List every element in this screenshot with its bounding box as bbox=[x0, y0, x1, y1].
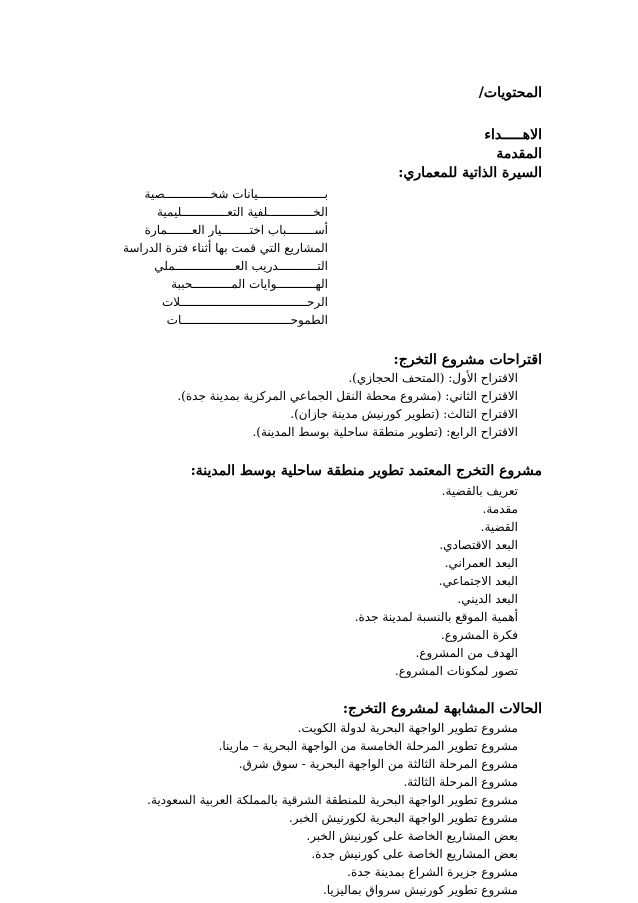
proposal-item: الاقتراح الثاني: (مشروع محطة النقل الجماعي المركزية بمدينة جدة). bbox=[177, 389, 518, 403]
project-item: البعد الاقتصادي. bbox=[439, 538, 518, 552]
cv-item: الخـــــــــــــلفية التعـــــــــــــليمية bbox=[156, 205, 328, 219]
cv-item: الرحــــــــــــــــــــــــــــــــــــلات bbox=[161, 295, 328, 309]
project-item: القضية. bbox=[480, 520, 518, 534]
project-item: الهدف من المشروع. bbox=[415, 646, 518, 660]
cv-item: أســــــــباب اختــــــــيار العـــــــمارة bbox=[144, 223, 328, 237]
project-item: أهمية الموقع بالنسبة لمدينة جدة. bbox=[354, 610, 518, 624]
case-item: مشروع تطوير المرحلة الخامسة من الواجهة البحرية – مارينا. bbox=[218, 739, 518, 753]
case-item: مشروع تطوير الواجهة البحرية لدولة الكويت. bbox=[297, 721, 518, 735]
intro-heading: المقدمة bbox=[496, 146, 542, 162]
proposal-item: الاقتراح الثالث: (تطوير كورنيش مدينة جازان). bbox=[290, 407, 518, 421]
project-item: البعد الديني. bbox=[457, 592, 518, 606]
case-item: مشروع تطوير الواجهة البحرية للمنطقة الشرقية بالمملكة العربية السعودية. bbox=[147, 793, 518, 807]
proposal-item: الاقتراح الأول: (المتحف الحجازي). bbox=[348, 371, 518, 385]
case-item: مشروع المرحلة الثالثة. bbox=[403, 775, 518, 789]
case-item: مشروع تطوير كورنيش سرواق بماليزيا. bbox=[322, 883, 518, 897]
project-item: تصور لمكونات المشروع. bbox=[394, 664, 518, 678]
project-item: البعد الاجتماعي. bbox=[438, 574, 518, 588]
project-item: تعريف بالقضية. bbox=[441, 484, 518, 498]
cv-heading: السيرة الذاتية للمعماري: bbox=[398, 165, 542, 181]
case-item: مشروع تطوير الواجهة البحرية لكورنيش الخبر. bbox=[288, 811, 518, 825]
cases-heading: الحالات المشابهة لمشروع التخرج: bbox=[342, 701, 542, 717]
project-item: مقدمة. bbox=[482, 502, 518, 516]
goals-heading: الاهـــــداء bbox=[484, 127, 542, 143]
project-item: البعد العمراني. bbox=[444, 556, 518, 570]
proposal-item: الاقتراح الرابع: (تطوير منطقة ساحلية بوسط المدينة). bbox=[252, 425, 518, 439]
cv-item: بـــــــــــــــــــيانات شخـــــــــــــصية bbox=[144, 187, 328, 201]
case-item: مشروع جزيرة الشراع بمدينة جدة. bbox=[347, 865, 518, 879]
case-item: بعض المشاريع الخاصة على كورنيش جدة. bbox=[311, 847, 518, 861]
cv-item: الهـــــــــــوايات المـــــــــــحببة bbox=[171, 277, 328, 291]
case-item: بعض المشاريع الخاصة على كورنيش الخبر. bbox=[306, 829, 518, 843]
cv-item: التـــــــــــدريب العـــــــــــــــــملي bbox=[154, 259, 328, 273]
proposals-heading: اقتراحات مشروع التخرج: bbox=[393, 352, 542, 368]
cv-item: الطموحـــــــــــــــــــــــــــــــات bbox=[166, 313, 328, 327]
project-heading: مشروع التخرج المعتمد تطوير منطقة ساحلية بوسط المدينة: bbox=[190, 463, 542, 479]
cv-item: المشاريع التي قمت بها أثناء فترة الدراسة bbox=[122, 241, 328, 255]
case-item: مشروع المرحلة الثالثة من الواجهة البحرية - سوق شرق. bbox=[238, 757, 518, 771]
page-title: المحتويات/ bbox=[478, 85, 542, 101]
project-item: فكرة المشروع. bbox=[440, 628, 518, 642]
